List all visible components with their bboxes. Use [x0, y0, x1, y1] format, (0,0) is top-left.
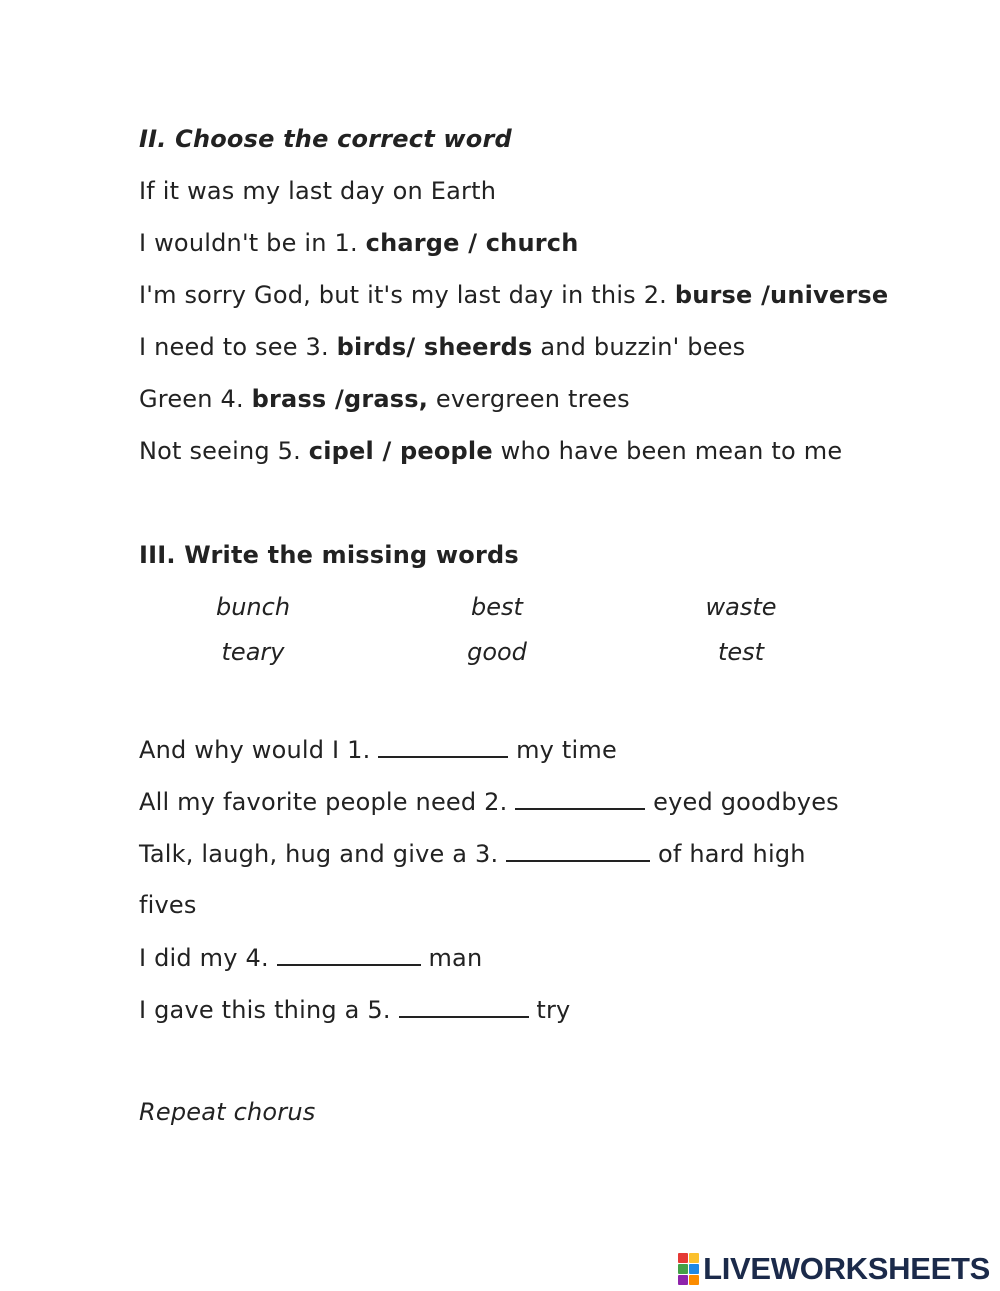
choice-1[interactable]: charge / church: [365, 229, 579, 257]
logo-tile: [678, 1253, 688, 1263]
choice-2[interactable]: burse /universe: [674, 281, 889, 309]
s3-line-5: I gave this thing a 5. try: [139, 996, 571, 1024]
logo-tile: [689, 1253, 699, 1263]
logo-text: LIVEWORKSHEETS: [703, 1251, 990, 1286]
section-3-title: III. Write the missing words: [139, 541, 519, 569]
word-bank-item: bunch: [215, 593, 291, 621]
s2-line-4: Green 4. brass /grass, evergreen trees: [139, 385, 630, 413]
choice-3[interactable]: birds/ sheerds: [336, 333, 533, 361]
section-2-title: II. Choose the correct word: [139, 125, 512, 153]
choice-4[interactable]: brass /grass,: [251, 385, 429, 413]
blank-3-input[interactable]: [506, 838, 650, 862]
s3-line-4: I did my 4. man: [139, 944, 483, 972]
repeat-chorus-note: Repeat chorus: [139, 1098, 316, 1126]
logo-tiles-icon: [678, 1253, 699, 1285]
word-bank-item: test: [717, 638, 765, 666]
word-bank-item: best: [471, 593, 523, 621]
blank-2-input[interactable]: [515, 786, 645, 810]
s2-line-2: I'm sorry God, but it's my last day in this 2. burse /universe: [139, 281, 889, 309]
word-bank-item: teary: [221, 638, 285, 666]
s2-line-1: I wouldn't be in 1. charge / church: [139, 229, 579, 257]
logo-tile: [689, 1264, 699, 1274]
s3-line-1: All my favorite people need 2. eyed goodbyes: [139, 788, 839, 816]
s3-line-3: fives: [139, 891, 197, 919]
s2-line-5: Not seeing 5. cipel / people who have been mean to me: [139, 437, 843, 465]
s2-line-0: If it was my last day on Earth: [139, 177, 497, 205]
blank-4-input[interactable]: [277, 942, 421, 966]
choice-5[interactable]: cipel / people: [308, 437, 493, 465]
word-bank-item: good: [467, 638, 527, 666]
s3-line-0: And why would I 1. my time: [139, 736, 617, 764]
blank-1-input[interactable]: [378, 734, 508, 758]
s2-line-3: I need to see 3. birds/ sheerds and buzzin' bees: [139, 333, 746, 361]
logo-tile: [689, 1275, 699, 1285]
logo-tile: [678, 1275, 688, 1285]
logo-tile: [678, 1264, 688, 1274]
liveworksheets-logo: [678, 1252, 990, 1286]
s3-line-2: Talk, laugh, hug and give a 3. of hard high: [139, 840, 806, 868]
word-bank-item: waste: [705, 593, 777, 621]
blank-5-input[interactable]: [399, 994, 529, 1018]
